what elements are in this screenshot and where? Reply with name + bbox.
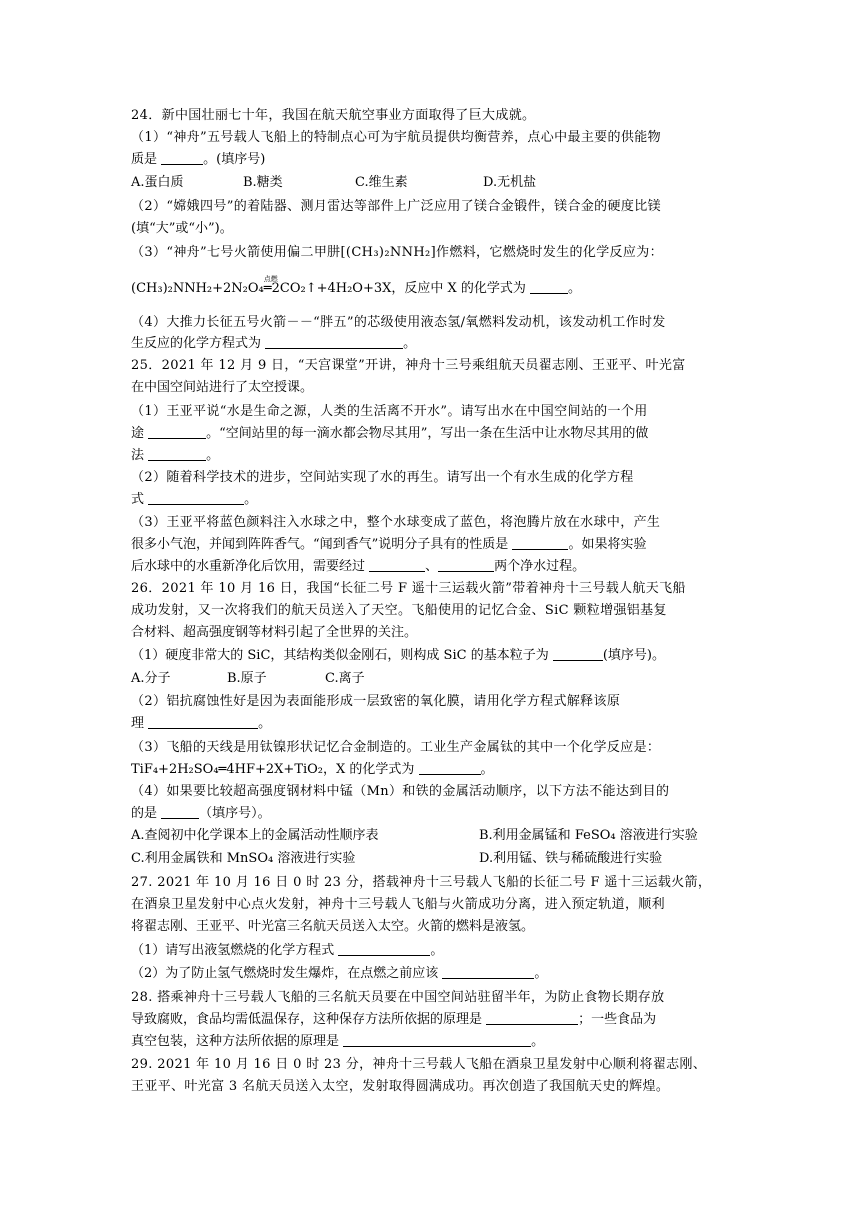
q24-part3-equation: (CH₃)₂NNH₂+2N₂O₄ 点燃 ═2CO₂↑+4H₂O+3X，反应中 X 的化学式为 。 (131, 275, 582, 296)
q28-line3: 真空包装，这种方法所依据的原理是 。 (131, 1034, 545, 1049)
q26-part2-line1: （2）铝抗腐蚀性好是因为表面能形成一层致密的氧化膜，请用化学方程式解释该原 (131, 694, 621, 709)
option-d: D.无机盐 (483, 175, 537, 190)
q24-part4-line2: 生反应的化学方程式为 。 (131, 336, 417, 351)
q24-part4-line1: （4）大推力长征五号火箭－－“胖五”的芯级使用液态氢/氧燃料发动机，该发动机工作时发 (131, 315, 666, 330)
q29-line1: 29. 2021 年 10 月 16 日 0 时 23 分，神舟十三号载人飞船在酒泉卫星发射中心顺利将翟志刚、 (131, 1057, 707, 1072)
q24-part2-line1: （2）“嫦娥四号”的着陆器、测月雷达等部件上广泛应用了镁合金锻件，镁合金的硬度比镁 (131, 199, 661, 214)
option-b: B.糖类 (243, 175, 283, 190)
option-c: C.利用金属铁和 MnSO₄ 溶液进行实验 (131, 851, 356, 866)
q25-part3-line3: 后水球中的水重新净化后饮用，需要经过 、 两个净水过程。 (131, 559, 586, 574)
answer-blank[interactable] (442, 965, 534, 979)
option-b: B.利用金属锰和 FeSO₄ 溶液进行实验 (479, 828, 698, 843)
option-a: A.查阅初中化学课本上的金属活动性顺序表 (131, 828, 379, 843)
answer-blank[interactable] (148, 715, 258, 729)
q25-part1-line2: 途 。“空间站里的每一滴水都会物尽其用”，写出一条在生活中让水物尽其用的做 (131, 426, 649, 441)
option-a: A.蛋白质 (131, 175, 184, 190)
reaction-sign: 点燃 ═ (263, 275, 278, 296)
q24-part1-line2: 质是 。(填序号) (131, 152, 266, 167)
q26-stem-line1: 26．2021 年 10 月 16 日，我国“长征二号 F 遥十三运载火箭”带着神舟十三号载人航天飞船 (131, 581, 686, 596)
q26-part3-line2: TiF₄+2H₂SO₄═4HF+2X+TiO₂，X 的化学式为 。 (131, 762, 494, 777)
answer-blank[interactable] (512, 536, 568, 550)
option-d: D.利用锰、铁与稀硫酸进行实验 (479, 851, 663, 866)
q24-part1-line1: （1）“神舟”五号载人飞船上的特制点心可为宇航员提供均衡营养，点心中最主要的供能物 (131, 130, 661, 145)
answer-blank[interactable] (148, 447, 206, 461)
q26-part1-options (131, 670, 531, 687)
option-c: C.离子 (325, 671, 365, 686)
q27-stem-line1: 27. 2021 年 10 月 16 日 0 时 23 分，搭载神舟十三号载人飞船的长征二号 F 遥十三运载火箭， (131, 875, 712, 890)
q26-part4-options-row1 (131, 827, 751, 844)
q25-stem-line1: 25．2021 年 12 月 9 日，“天宫课堂”开讲，神舟十三号乘组航天员翟志刚、王亚平、叶光富 (131, 358, 686, 373)
q26-part1-line1: （1）硬度非常大的 SiC，其结构类似金刚石，则构成 SiC 的基本粒子为 (填序号)。 (131, 648, 665, 663)
q24-part2-line2: (填“大”或“小”)。 (131, 221, 233, 236)
answer-blank[interactable] (419, 761, 481, 775)
q27-stem-line3: 将翟志刚、王亚平、叶光富三名航天员送入太空。火箭的燃料是液氢。 (131, 919, 535, 934)
q24-options (131, 174, 731, 191)
q24-part3-line1: （3）“神舟”七号火箭使用偏二甲肼[(CH₃)₂NNH₂]作燃料，它燃烧时发生的化学反应为： (131, 245, 663, 260)
answer-blank[interactable] (530, 280, 568, 294)
answer-blank[interactable] (265, 335, 403, 349)
q25-part3-line2: 很多小气泡，并闻到阵阵香气。“闻到香气”说明分子具有的性质是 。如果将实验 (131, 537, 647, 552)
q27-part2: （2）为了防止氢气燃烧时发生爆炸，在点燃之前应该 。 (131, 966, 548, 981)
q26-stem-line2: 成功发射，又一次将我们的航天员送入了天空。飞船使用的记忆合金、SiC 颗粒增强铝基复 (131, 603, 667, 618)
answer-blank[interactable] (486, 1011, 578, 1025)
answer-blank[interactable] (148, 425, 206, 439)
q26-part3-line1: （3）飞船的天线是用钛镍形状记忆合金制造的。工业生产金属钛的其中一个化学反应是： (131, 740, 661, 755)
q26-part2-line2: 理 。 (131, 716, 272, 731)
answer-blank[interactable] (553, 647, 603, 661)
option-c: C.维生素 (355, 175, 408, 190)
answer-blank[interactable] (438, 558, 494, 572)
q25-part2-line1: （2）随着科学技术的进步，空间站实现了水的再生。请写出一个有水生成的化学方程 (131, 470, 634, 485)
q26-part4-line2: 的是 （填序号）。 (131, 806, 271, 821)
option-a: A.分子 (131, 671, 171, 686)
option-b: B.原子 (227, 671, 267, 686)
answer-blank[interactable] (161, 151, 203, 165)
q25-part3-line1: （3）王亚平将蓝色颜料注入水球之中，整个水球变成了蓝色，将泡腾片放在水球中，产生 (131, 515, 661, 530)
answer-blank[interactable] (343, 1033, 531, 1047)
q27-stem-line2: 在酒泉卫星发射中心点火发射，神舟十三号载人飞船与火箭成功分离，进入预定轨道，顺利 (131, 897, 666, 912)
answer-blank[interactable] (369, 558, 425, 572)
q27-part1: （1）请写出液氢燃烧的化学方程式 。 (131, 943, 444, 958)
answer-blank[interactable] (338, 942, 430, 956)
answer-blank[interactable] (161, 805, 199, 819)
answer-blank[interactable] (148, 491, 244, 505)
q28-line2: 导致腐败，食品均需低温保存，这种保存方法所依据的原理是 ；一些食品为 (131, 1012, 657, 1027)
q26-part4-options-row2 (131, 850, 751, 867)
q26-part4-line1: （4）如果要比较超高强度钢材料中锰（Mn）和铁的金属活动顺序，以下方法不能达到目的 (131, 784, 670, 799)
q25-part2-line2: 式 。 (131, 492, 258, 507)
q28-line1: 28. 搭乘神舟十三号载人飞船的三名航天员要在中国空间站驻留半年，为防止食物长期存放 (131, 990, 665, 1005)
q25-part1-line3: 法 。 (131, 448, 220, 463)
q29-line2: 王亚平、叶光富 3 名航天员送入太空，发射取得圆满成功。再次创造了我国航天史的辉煌。 (131, 1079, 670, 1094)
q26-stem-line3: 合材料、超高强度钢等材料引起了全世界的关注。 (131, 625, 418, 640)
q25-stem-line2: 在中国空间站进行了太空授课。 (131, 380, 314, 395)
q24-stem: 24．新中国壮丽七十年，我国在航天航空事业方面取得了巨大成就。 (131, 108, 536, 123)
q25-part1-line1: （1）王亚平说“水是生命之源，人类的生活离不开水”。请写出水在中国空间站的一个用 (131, 404, 648, 419)
